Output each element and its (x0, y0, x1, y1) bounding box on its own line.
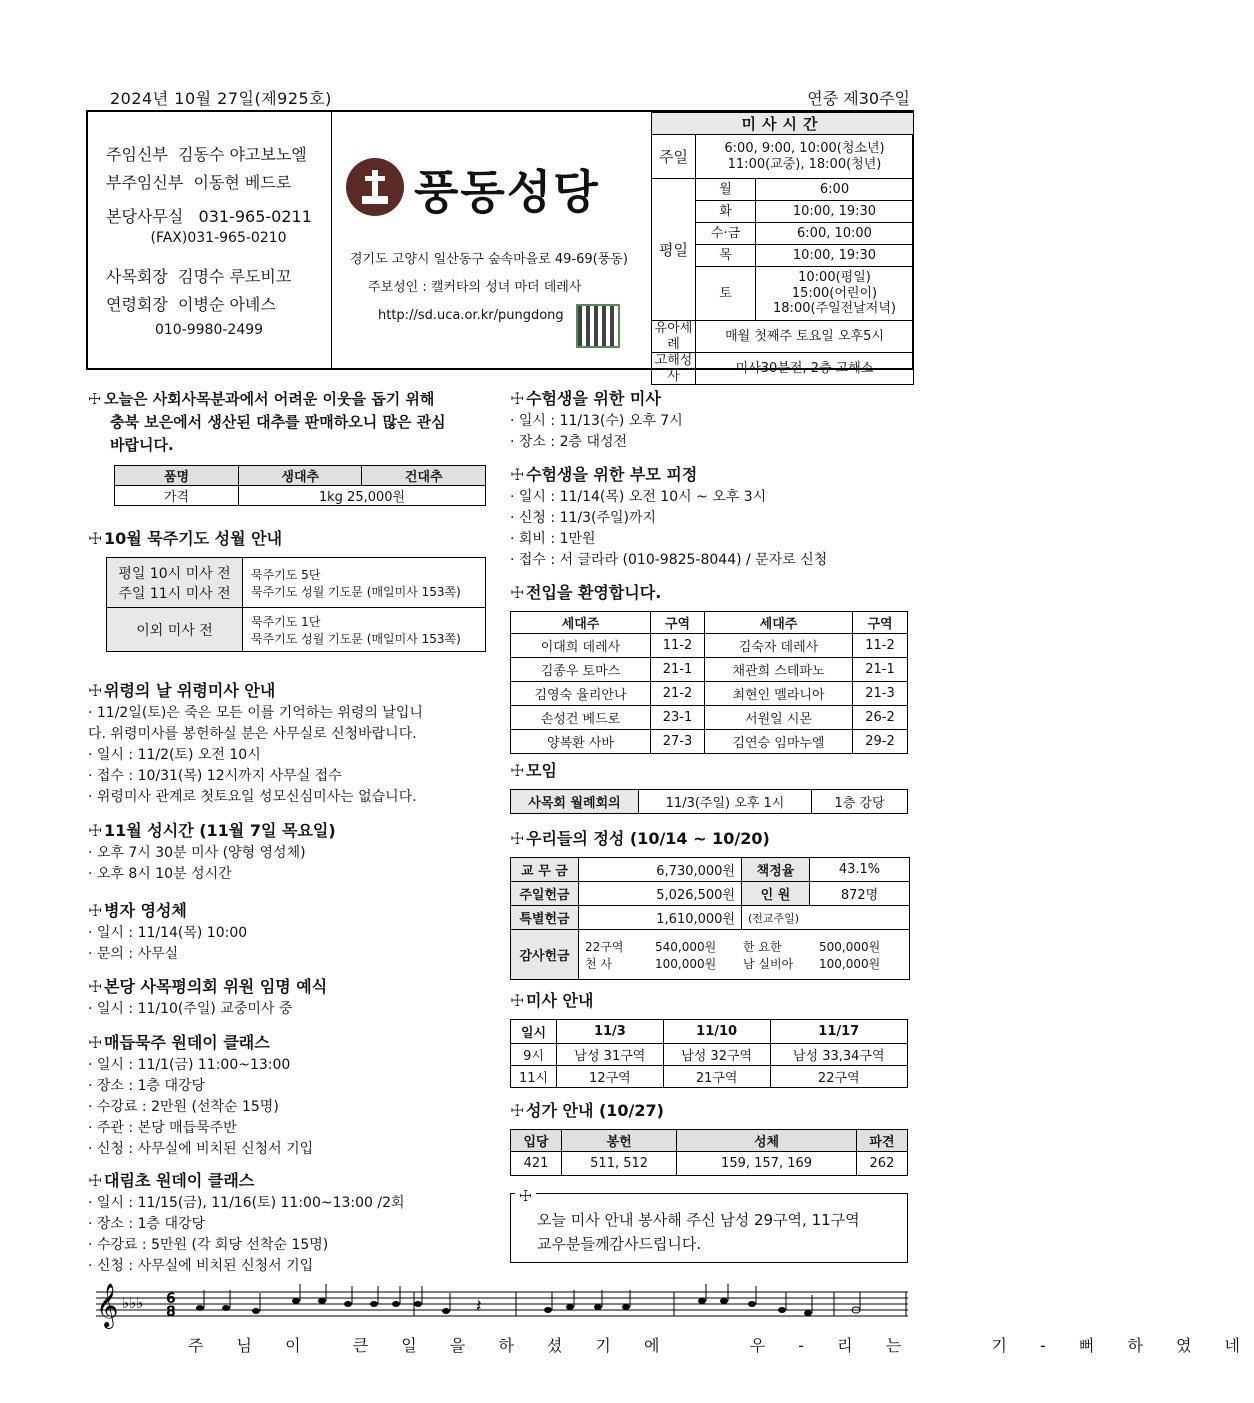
weekday-time: 6:00, 10:00 (756, 223, 914, 245)
mass-times-title: 미사시간 (652, 113, 914, 135)
staff-pastor: 주임신부 김동수 야고보노엘 (106, 145, 307, 164)
parent-retreat-section: ☩ 수험생을 위한 부모 피정 · 일시 : 11/14(목) 오전 10시 ~ 오후 3시 · 신청 : 11/3(주일)까지 · 회비 : 1만원 · 접수 : 서 글라라 (010-9825-8044) / 문자로 신청 (510, 465, 828, 568)
table-row: 손성건 베드로 23-1 서원일 시몬 26-2 (511, 706, 908, 730)
rest-icon: 𝄽 (476, 1296, 482, 1317)
flat-icon: ♭♭♭ (122, 1294, 144, 1312)
mass-times-table (651, 112, 914, 385)
weekday-time: 10:00, 19:30 (756, 201, 914, 223)
cross-icon: ☩ (510, 465, 525, 484)
confession-label: 고해성사 (652, 353, 696, 385)
cross-icon: ☩ (88, 1033, 103, 1052)
cross-icon: ☩ (510, 761, 525, 780)
souls-section: ☩ 위령의 날 위령미사 안내 · 11/2일(토)은 죽은 모든 이를 기억하는 위령의 날입니 다. 위령미사를 봉헌하실 분은 사무실로 신청바랍니다. · 일시 : 11/2(토) 오전 10시 · 접수 : 10/31(목) 12시까지 사무실 접수 · 위령미사 관계로 첫토요일 성모신심미사는 없습니다. (88, 681, 423, 805)
cross-icon: ☩ (510, 1101, 525, 1120)
table-row: 9시 남성 31구역 남성 32구역 남성 33,34구역 (511, 1044, 908, 1066)
cross-icon: ☩ (88, 529, 103, 548)
weekday-day: 화 (696, 201, 756, 223)
sunday-label: 주일 (652, 135, 696, 179)
liturgical-week: 연중 제30주일 (807, 89, 910, 108)
staff-fax: (FAX)031-965-0210 (106, 230, 287, 246)
cross-icon: ☩ (515, 1184, 536, 1208)
mass-guide-table: 일시 11/3 11/10 11/17 9시 남성 31구역 남성 32구역 남성 33,34구역 11시 12구역 21구역 22구역 (510, 1019, 908, 1088)
infant-baptism-label: 유아세례 (652, 321, 696, 353)
jujube-table: 품명 생대추 건대추 가격 1kg 25,000원 (114, 465, 486, 506)
masthead (86, 110, 914, 384)
infant-baptism-value: 매월 첫째주 토요일 오후5시 (696, 321, 914, 353)
thanks-box: ☩ 오늘 미사 안내 봉사해 주신 남성 29구역, 11구역 교우분들께감사드립니다. (510, 1193, 908, 1263)
knot-class-section: ☩ 매듭묵주 원데이 클래스 · 일시 : 11/1(금) 11:00~13:00 · 장소 : 1층 대강당 · 수강료 : 2만원 (선착순 15명) · 주관 : 본당 매듭묵주반 · 신청 : 사무실에 비치된 신청서 기입 (88, 1033, 314, 1157)
council-section: ☩ 본당 사목평의회 위원 임명 예식 · 일시 : 11/10(주일) 교중미사 중 (88, 977, 328, 1017)
church-name: 풍동성당 (414, 165, 600, 219)
meeting-section: ☩ 모임 사목회 월례회의 11/3(주일) 오후 1시 1층 강당 (510, 758, 912, 814)
meeting-table: 사목회 월례회의 11/3(주일) 오후 1시 1층 강당 (510, 789, 908, 814)
welcome-section: ☩ 전입을 환영합니다. 세대주 구역 세대주 구역 이대희 데레사 11-2 김숙자 데레사 11-2 김종우 토마스 21-1 채관희 스테파노 21-1 김영숙 율리안나 21-2 최현인 멜라니아 21-3 손성건 베드로 23-1 서원일 시몬 26-2 양복환 사바 27-3 김연승 임마누엘 29-2 (510, 580, 912, 754)
staff-funeral-head: 연령회장 이병순 아녜스 (106, 295, 276, 314)
qr-code-icon[interactable] (576, 304, 620, 348)
time-signature-bottom: 8 (166, 1304, 176, 1320)
offering-section: ☩ 우리들의 정성 (10/14 ~ 10/20) 교 무 금 6,730,000원 책정율 43.1% 주일헌금 5,026,500원 인 원 872명 특별헌금 1,610,000원 (전교주일) 감사헌금 22구역 540,000원 한 요한 500,000원 천 사 100,000원 남 실비아 100,000원 (510, 826, 912, 980)
exam-mass-section: ☩ 수험생을 위한 미사 · 일시 : 11/13(수) 오후 7시 · 장소 : 2층 대성전 (510, 389, 683, 450)
rosary-section: ☩ 10월 묵주기도 성월 안내 평일 10시 미사 전 주일 11시 미사 전 묵주기도 5단 묵주기도 성월 기도문 (매일미사 153쪽) 이외 미사 전 묵주기도 1단 묵주기도 성월 기도문 (매일미사 153쪽) (88, 526, 492, 652)
time-signature-top: 6 (166, 1291, 176, 1307)
staff-council-head: 사목회장 김명수 루도비꼬 (106, 267, 292, 286)
mass-guide-section: ☩ 미사 안내 일시 11/3 11/10 11/17 9시 남성 31구역 남성 32구역 남성 33,34구역 11시 12구역 21구역 22구역 (510, 988, 912, 1088)
cross-icon: ☩ (88, 821, 103, 840)
cross-icon: ☩ (510, 389, 525, 408)
welcome-table: 세대주 구역 세대주 구역 이대희 데레사 11-2 김숙자 데레사 11-2 김종우 토마스 21-1 채관희 스테파노 21-1 김영숙 율리안나 21-2 최현인 멜라니아 21-3 손성건 베드로 23-1 서원일 시몬 26-2 양복환 사바 27-3 김연승 임마누엘 29-2 (510, 611, 908, 754)
staff-assistant: 부주임신부 이동현 베드로 (106, 173, 292, 192)
church-address: 경기도 고양시 일산동구 숲속마을로 49-69(풍동) (350, 252, 628, 267)
table-row: 김영숙 율리안나 21-2 최현인 멜라니아 21-3 (511, 682, 908, 706)
holyhour-section: ☩ 11월 성시간 (11월 7일 목요일) · 오후 7시 30분 미사 (양형 영성체) · 오후 8시 10분 성시간 (88, 821, 336, 882)
staff-panel (88, 112, 332, 368)
table-row: 11시 12구역 21구역 22구역 (511, 1066, 908, 1088)
table-row: 이대희 데레사 11-2 김숙자 데레사 11-2 (511, 634, 908, 658)
weekday-time: 10:00, 19:30 (756, 245, 914, 267)
cross-icon: ☩ (88, 977, 103, 996)
sick-section: ☩ 병자 영성체 · 일시 : 11/14(목) 10:00 · 문의 : 사무실 (88, 901, 248, 962)
offering-table: 교 무 금 6,730,000원 책정율 43.1% 주일헌금 5,026,500원 인 원 872명 특별헌금 1,610,000원 (전교주일) 감사헌금 22구역 540,000원 한 요한 500,000원 천 사 100,000원 남 실비아 100,000원 (510, 857, 910, 980)
issue-date: 2024년 10월 27일(제925호) (110, 89, 332, 108)
music-notes (196, 1298, 860, 1316)
cross-icon: ☩ (510, 829, 525, 848)
cross-icon: ☩ (510, 583, 525, 602)
church-panel (332, 112, 652, 368)
rosary-table: 평일 10시 미사 전 주일 11시 미사 전 묵주기도 5단 묵주기도 성월 기도문 (매일미사 153쪽) 이외 미사 전 묵주기도 1단 묵주기도 성월 기도문 (매일미사 153쪽) (106, 557, 486, 652)
cross-icon: ☩ (88, 1171, 103, 1190)
staff-phone: 010-9980-2499 (106, 322, 264, 338)
saturday-times: 10:00(평일) 15:00(어린이) 18:00(주일전날저녁) (756, 267, 914, 321)
cross-icon: ☩ (88, 390, 102, 408)
sunday-times: 6:00, 9:00, 10:00(청소년) 11:00(교중), 18:00(청년) (696, 135, 914, 179)
saturday-day: 토 (696, 267, 756, 321)
advent-class-section: ☩ 대림초 원데이 클래스 · 일시 : 11/15(금), 11/16(토) 11:00~13:00 /2회 · 장소 : 1층 대강당 · 수강료 : 5만원 (각 회당 선착순 15명) · 신청 : 사무실에 비치된 신청서 기입 (88, 1171, 405, 1274)
song-lyrics: 주 님 이 큰 일 을 하 셨 기 에 우 - 리 는 기 - 뻐 하 였 네 (188, 1336, 1254, 1355)
table-row: 김종우 토마스 21-1 채관희 스테파노 21-1 (511, 658, 908, 682)
weekday-day: 월 (696, 179, 756, 201)
hymn-table: 입당 봉헌 성체 파견 421 511, 512 159, 157, 169 262 (510, 1129, 908, 1176)
cross-icon: ☩ (510, 991, 525, 1010)
church-logo-icon (346, 158, 404, 216)
cross-icon: ☩ (88, 681, 103, 700)
table-row: 양복환 사바 27-3 김연승 임마누엘 29-2 (511, 730, 908, 754)
jujube-notice: ☩ 오늘은 사회사목분과에서 어려운 이웃을 돕기 위해 충북 보은에서 생산된 대추를 판매하오니 많은 관심 바랍니다. 품명 생대추 건대추 가격 1kg 25,000원 (88, 388, 492, 506)
confession-value: 미사30분전, 2층 고해소 (696, 353, 914, 385)
cross-icon: ☩ (88, 901, 103, 920)
weekday-time: 6:00 (756, 179, 914, 201)
staff-office: 본당사무실 031-965-0211 (106, 207, 312, 226)
weekday-day: 수·금 (696, 223, 756, 245)
weekday-label: 평일 (652, 179, 696, 321)
weekday-day: 목 (696, 245, 756, 267)
hymn-section: ☩ 성가 안내 (10/27) 입당 봉헌 성체 파견 421 511, 512 159, 157, 169 262 (510, 1098, 912, 1176)
treble-clef-icon: 𝄞 (96, 1283, 119, 1327)
church-patron: 주보성인 : 캘커타의 성녀 마더 데레사 (368, 280, 582, 295)
church-url[interactable]: http://sd.uca.or.kr/pungdong (378, 308, 564, 323)
